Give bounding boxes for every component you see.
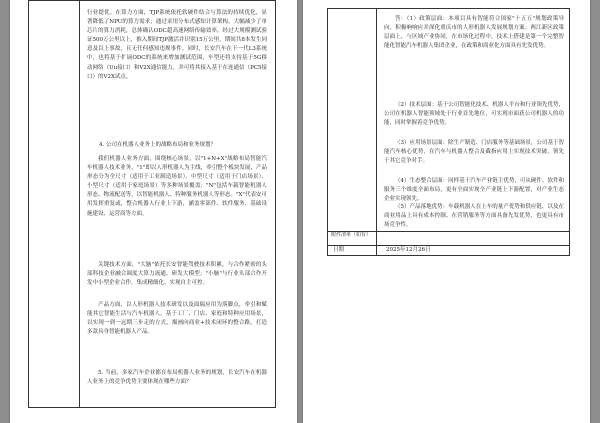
document-page-right: [303, 0, 590, 423]
paragraph-key-tech: 关键技术方面，"大脑"依托长安智能驾驶技术积累，与合作紧密的头部科技企业融合调度大算力流通，研发大模型；"小脑"与行业头部合作开发中小型企业合作，集成精细化、实现自主可控。: [87, 262, 267, 287]
paragraph-product: 产品方面，以人形机器人技术研发以及面瑞应用为落脚点，牵引和赋能其它智能生活与汽车机器人，基于工厂、门店、家庭和特种应用场景，以实现一到一远期三步走的方式，描画向商业+技术闭环的整合路，打造多款具身智能机器人产品。: [87, 302, 267, 336]
answer-ecosystem: （4）生态整合层面：同样基于汽车产业链主优势，可从硬件、软件和服务三个维度全面布局，更有全面实现全产业链上下游配置，对产业生态企业实现领先。: [384, 178, 564, 203]
paragraph-data-center: 行业提优。在算力方面，TJP系统依托软硬件结合与算法的持续优化，显著降低了NPU的算力需求；通过采用分布式感知计算架构，大幅减少了单芯片的算力消耗，总体确认ODC超高速网络传输效率，经过大规模测试验证500万公里以上，推入期间TJP激活并识别15万公里，期间共8本发生同意及以上事故，且无任何感知违规事件。同时，长安汽车在下一代L3系统中，也将基于扩展ODC的系统来增加测试范围，车型还将支持基于5G移动网络（Uu接口）和V2X通信能力，并可将其接入基于在连通信（PC5接口）的V2X试点。: [87, 10, 267, 80]
left-table-divider: [79, 1, 80, 407]
document-page-left: [10, 0, 297, 423]
answer-product: （5）产品落地优势：车载机器人在上车的量产优势和供应链、以及在商业用品上具有成本控制、在营销服务等方面具备先发优势，也更具有市场竞争性。: [384, 204, 564, 229]
paragraph-robot-strategy: 我们机器人业务方面，围绕核心场景，以"1+N+X"战略布局智能汽车机器人技术业务，"1"即以人形机器人为主线，牵引整个板块发展，产品形态分为全尺寸（适用于工业制造场景）、中型尺寸（适用于门店场景）、小型尺寸（适用于家庭场景）等多种场景覆盖；"N"包括车载智能机器人形态、物流配送等，以智能机器人、特种服务机器人等形态。"X"代表安可用发挥重复或，整合机器人行业上下游，涵盖零部件、软件服务、基础设施建设、运营商等方面。: [87, 156, 267, 217]
answer-policy: 答：（1）政策层面：本项目具有智能符合国家"十五五"规划政策导向，积极响响应并深化重庆市的人形机器人发展规划方案；两江新区政策层面上，与区域产业协同，在市场化过程中，技术上搭建是第一个完整智能化智能汽车机器人集团企业，在政策和商业化方面具有先发优势。: [384, 16, 564, 50]
left-table: [28, 0, 276, 408]
answer-technology: （2）技术层面：基于公司智能化技术、机器人平台和行业领先优势，公司在机器人智能领域处于行业首先地位，可实现市面获公司机器人的功能，同时掌握着竞争优势。: [384, 102, 564, 127]
answer-scenario: （3）应用场景层面：除生产制造、门店服务等基础场景，公司基于智能汽车核心优势，在汽车与机器人整合及截指应用上实现技术突破，领先于其它竞争对手。: [384, 140, 564, 165]
attachment-label: 附件清单（如有）: [331, 232, 372, 238]
question-5-paragraph: 5. 当前，多家汽车企业都在布局机器人业务的规划，长安汽车在机器人业务上的竞争优势主要体现在哪些方面？: [87, 370, 267, 386]
right-table-row-line-2: [328, 245, 569, 246]
date-value: 2025年12月26日: [386, 247, 431, 253]
right-table-divider: [376, 9, 377, 255]
date-label: 日期: [333, 247, 345, 253]
right-table: [327, 8, 570, 256]
question-4-heading: 4. 公司在机器人业务上的战略布局和业务规划？: [99, 142, 216, 148]
